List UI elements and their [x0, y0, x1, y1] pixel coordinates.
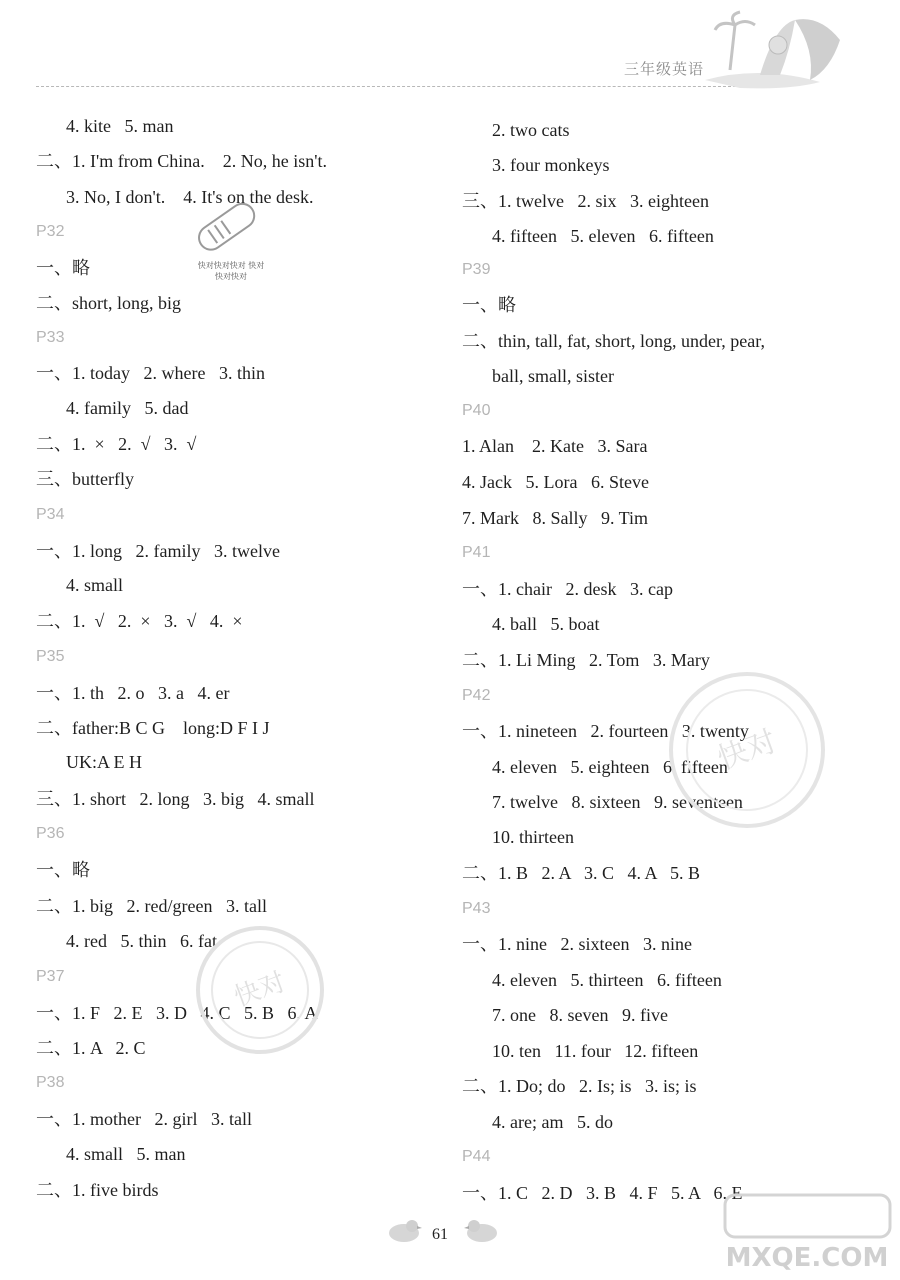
answer-line: 10. ten 11. four 12. fifteen	[492, 1041, 699, 1061]
answer-line: 二、short, long, big	[36, 293, 182, 313]
answer-line: 10. thirteen	[492, 827, 574, 847]
answer-line: 二、1. big 2. red/green 3. tall	[36, 896, 267, 916]
answer-line: 一、1. C 2. D 3. B 4. F 5. A 6. E	[462, 1183, 743, 1203]
answer-line: 4. red 5. thin 6. fat	[66, 931, 217, 951]
header-title: 三年级英语	[624, 60, 705, 78]
answer-line: 一、略	[462, 295, 516, 315]
answer-line: 4. eleven 5. eighteen 6. fifteen	[492, 757, 728, 777]
answer-line: 4. eleven 5. thirteen 6. fifteen	[492, 970, 722, 990]
page-number: 61	[432, 1226, 448, 1243]
answer-line: 一、1. th 2. o 3. a 4. er	[36, 683, 230, 703]
answer-line: 4. small 5. man	[66, 1144, 186, 1164]
page-reference: P40	[462, 402, 491, 419]
answer-line: 3. No, I don't. 4. It's on the desk.	[66, 187, 314, 207]
bird-icon	[384, 1218, 422, 1244]
answer-line: 7. one 8. seven 9. five	[492, 1005, 668, 1025]
sticker-icon	[188, 196, 268, 258]
answer-line: 7. twelve 8. sixteen 9. seventeen	[492, 792, 743, 812]
header-rule	[36, 86, 736, 87]
page-reference: P43	[462, 900, 491, 917]
answer-line: 4. are; am 5. do	[492, 1112, 613, 1132]
watermark-text: MXQE.COM	[725, 1243, 889, 1273]
page-reference: P36	[36, 825, 65, 842]
answer-line: 4. family 5. dad	[66, 398, 189, 418]
answer-line: 1. Alan 2. Kate 3. Sara	[462, 436, 648, 456]
page-reference: P44	[462, 1148, 491, 1165]
answer-line: 一、略	[36, 860, 90, 880]
answer-line: 一、1. today 2. where 3. thin	[36, 363, 265, 383]
answer-line: 一、略	[36, 258, 90, 278]
page-reference: P33	[36, 329, 65, 346]
answer-line: 4. kite 5. man	[66, 116, 174, 136]
answer-line: 二、1. five birds	[36, 1180, 159, 1200]
page-reference: P37	[36, 968, 65, 985]
bird-icon	[464, 1218, 502, 1244]
answer-line: 二、thin, tall, fat, short, long, under, pear,	[462, 331, 765, 351]
answer-line: 一、1. mother 2. girl 3. tall	[36, 1109, 252, 1129]
answer-line: 二、1. A 2. C	[36, 1038, 146, 1058]
answer-line: 三、butterfly	[36, 469, 134, 489]
stamp-watermark-icon	[662, 665, 832, 835]
answer-line: 二、1. Li Ming 2. Tom 3. Mary	[462, 650, 710, 670]
answer-line: ball, small, sister	[492, 366, 614, 386]
watermark-logo	[720, 1190, 895, 1275]
page-header	[0, 0, 900, 100]
answer-line: 一、1. nineteen 2. fourteen 3. twenty	[462, 721, 749, 741]
answer-line: 三、1. short 2. long 3. big 4. small	[36, 789, 315, 809]
answer-line: 二、1. Do; do 2. Is; is 3. is; is	[462, 1076, 697, 1096]
page-reference: P39	[462, 261, 491, 278]
answer-line: 一、1. nine 2. sixteen 3. nine	[462, 934, 692, 954]
stamp-text: 快对	[230, 967, 290, 1013]
answer-line: 4. fifteen 5. eleven 6. fifteen	[492, 226, 714, 246]
sticker-text: 快对快对快对 快对快对快对	[197, 261, 265, 281]
answer-line: 二、1. B 2. A 3. C 4. A 5. B	[462, 863, 701, 883]
answer-line: 7. Mark 8. Sally 9. Tim	[462, 508, 649, 528]
page-reference: P35	[36, 648, 65, 665]
answer-line: UK:A E H	[66, 752, 142, 772]
page-reference: P34	[36, 506, 65, 523]
page-reference: P38	[36, 1074, 65, 1091]
answer-line: 4. Jack 5. Lora 6. Steve	[462, 472, 649, 492]
answer-line: 3. four monkeys	[492, 155, 610, 175]
page-reference: P42	[462, 687, 491, 704]
answer-line: 二、1. I'm from China. 2. No, he isn't.	[36, 151, 327, 171]
page-reference: P32	[36, 223, 65, 240]
stamp-watermark-icon	[190, 920, 330, 1060]
answer-line: 二、1. × 2. √ 3. √	[36, 434, 197, 454]
page-reference: P41	[462, 544, 491, 561]
answer-line: 4. ball 5. boat	[492, 614, 600, 634]
answer-line: 一、1. chair 2. desk 3. cap	[462, 579, 673, 599]
stamp-text: 快对	[712, 723, 782, 778]
answer-line: 一、1. F 2. E 3. D 4. C 5. B 6. A	[36, 1003, 318, 1023]
answer-line: 一、1. long 2. family 3. twelve	[36, 541, 280, 561]
surfer-illustration	[700, 10, 850, 95]
answer-line: 二、father:B C G long:D F I J	[36, 718, 270, 738]
answer-line: 三、1. twelve 2. six 3. eighteen	[462, 191, 709, 211]
answer-line: 2. two cats	[492, 120, 570, 140]
answer-line: 4. small	[66, 575, 123, 595]
answer-line: 二、1. √ 2. × 3. √ 4. ×	[36, 611, 243, 631]
